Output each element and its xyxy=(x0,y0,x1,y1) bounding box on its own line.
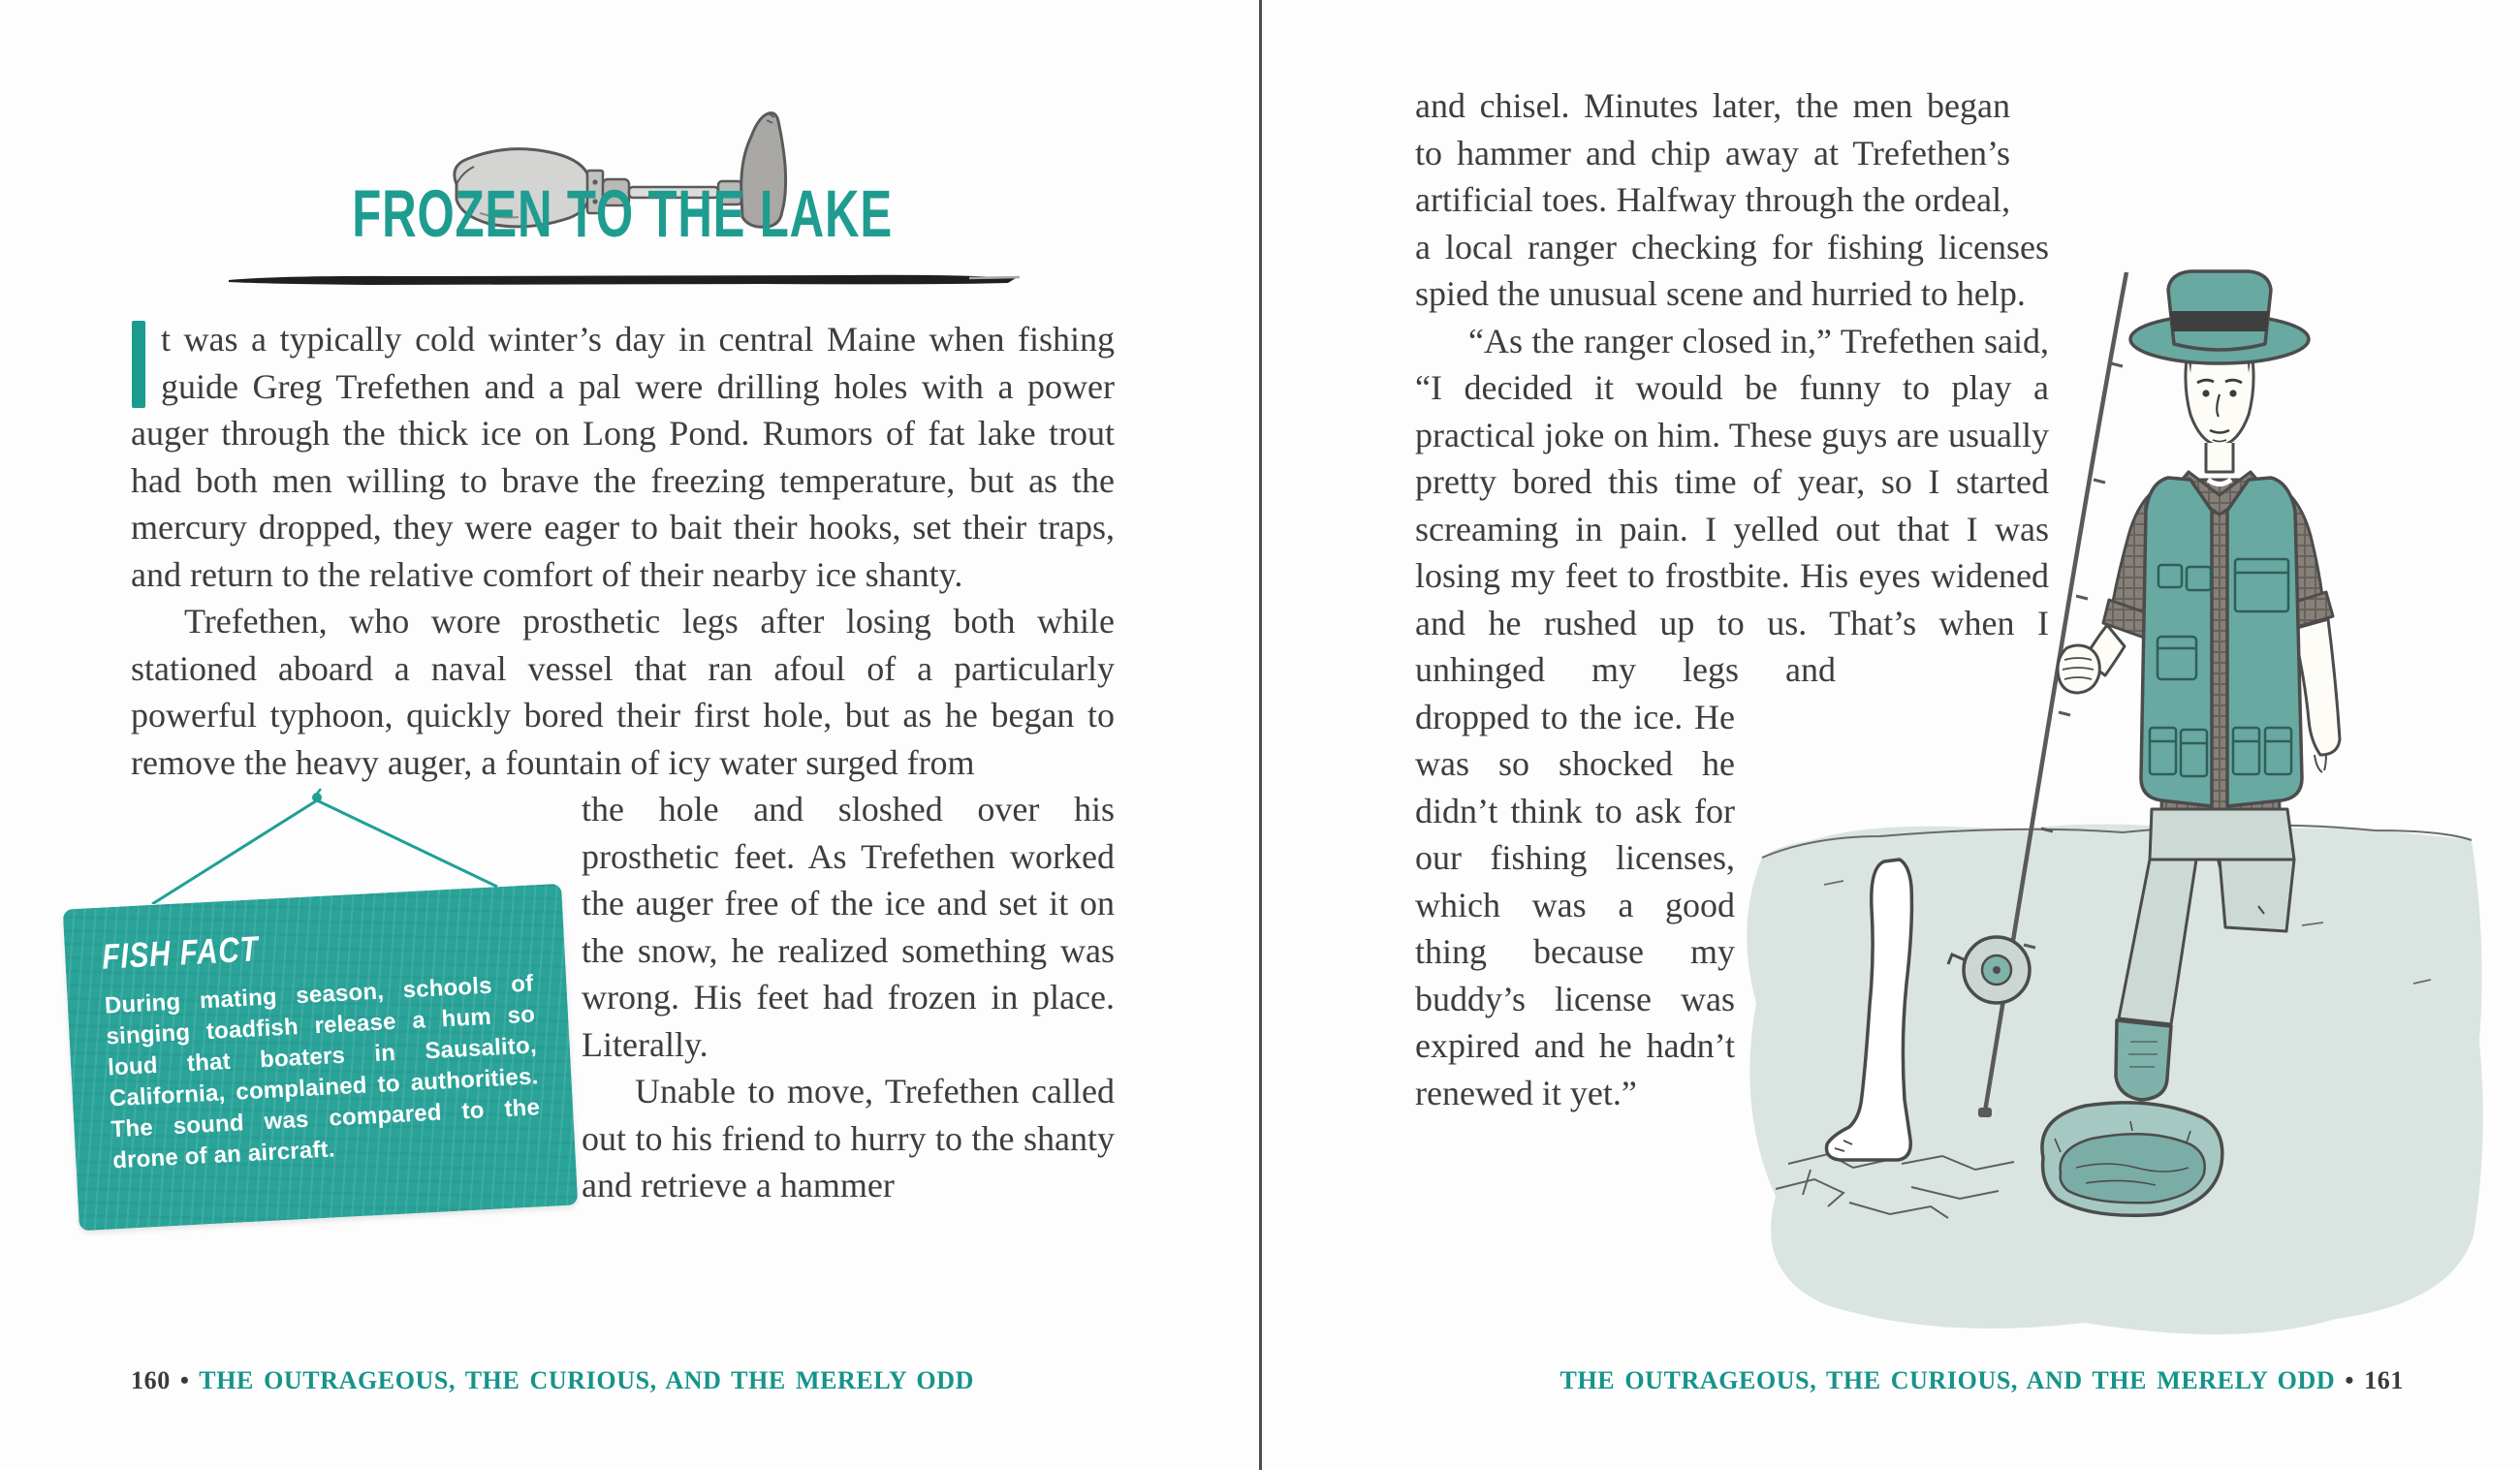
title-underline xyxy=(223,272,1023,293)
left-footer-book-title: THE OUTRAGEOUS, THE CURIOUS, AND THE MERELY ODD xyxy=(199,1366,975,1394)
third-paragraph: Unable to move, Trefethen called out to his friend to hurry to the shanty and retrieve a hammer xyxy=(582,1072,1115,1204)
quote-paragraph: “As the ranger closed in,” Trefethen said, “I decided it would be funny to play a practical joke on him. These guys are usually pretty bored this time of year, so I started screaming in pain. I yelled out that I was losing my feet to frostbite. His eyes widened and he rushed up to us. That’s when I unhinged my legs and dropped to the ice. He was so shocked he didn’t think to ask for our fishing licenses, which was a good thing because my buddy’s license was expired and he hadn’t renewed it yet.” xyxy=(1415,321,2049,1112)
intro-paragraph-text: t was a typically cold winter’s day in central Maine when fishing guide Greg Trefethen and a pal were drilling holes with a power auger through the thick ice on Long Pond. Rumors of fat lake trout had both men willing to brave the freezing temperature, but as the mercury dropped, they were eager to bait their hooks, set their traps, and return to the relative comfort of their nearby ice shanty. xyxy=(131,320,1115,594)
right-page-footer xyxy=(1560,1366,2404,1395)
second-paragraph-wrapped: the hole and sloshed over his prosthetic feet. As Trefethen worked the auger free of the ice and set it on the snow, he realized something was wrong. His feet had frozen in place. Literally. xyxy=(582,790,1115,1064)
fish-fact-sign xyxy=(101,788,582,1218)
fish-fact-board xyxy=(63,884,579,1231)
sign-wrap-section xyxy=(101,786,1115,1209)
left-page-footer xyxy=(131,1366,974,1395)
intro-paragraph xyxy=(131,316,1115,598)
ice-hole xyxy=(2042,1103,2222,1215)
right-page xyxy=(1260,0,2520,1470)
drop-cap-bar xyxy=(132,321,145,408)
right-footer-book-title: THE OUTRAGEOUS, THE CURIOUS, AND THE MERELY ODD xyxy=(1559,1366,2336,1394)
left-page-number: 160 xyxy=(131,1366,171,1394)
fish-fact-body: During mating season, schools of singing toadfish release a hum so loud that boaters in Sausalito, California, complained to authorities. The sound was compared to the drone of an aircraft. xyxy=(104,969,541,1173)
fish-fact-title: FISH FACT xyxy=(101,928,260,977)
footer-bullet: • xyxy=(179,1366,190,1394)
right-page-number: 161 xyxy=(2364,1366,2404,1394)
chapter-title-text: FROZEN TO THE LAKE xyxy=(352,175,894,252)
second-paragraph-top: Trefethen, who wore prosthetic legs after losing both while stationed aboard a naval vessel that ran afoul of a particularly powerful typhoon, quickly bored their first hole, but as he began to remove the heavy auger, a fountain of icy water surged from xyxy=(131,602,1115,782)
right-page-body xyxy=(1415,82,2404,1116)
chapter-title xyxy=(131,175,1115,252)
left-page-body xyxy=(101,316,1115,1209)
continuation-paragraph: and chisel. Minutes later, the men began to hammer and chip away at Trefethen’s artificial toes. Halfway through the ordeal, a local ranger checking for fishing licenses spied the unusual scene and hurried to help. xyxy=(1415,86,2049,313)
prosthetic-leg-illustration xyxy=(131,0,1115,167)
footer-bullet: • xyxy=(2345,1366,2355,1394)
